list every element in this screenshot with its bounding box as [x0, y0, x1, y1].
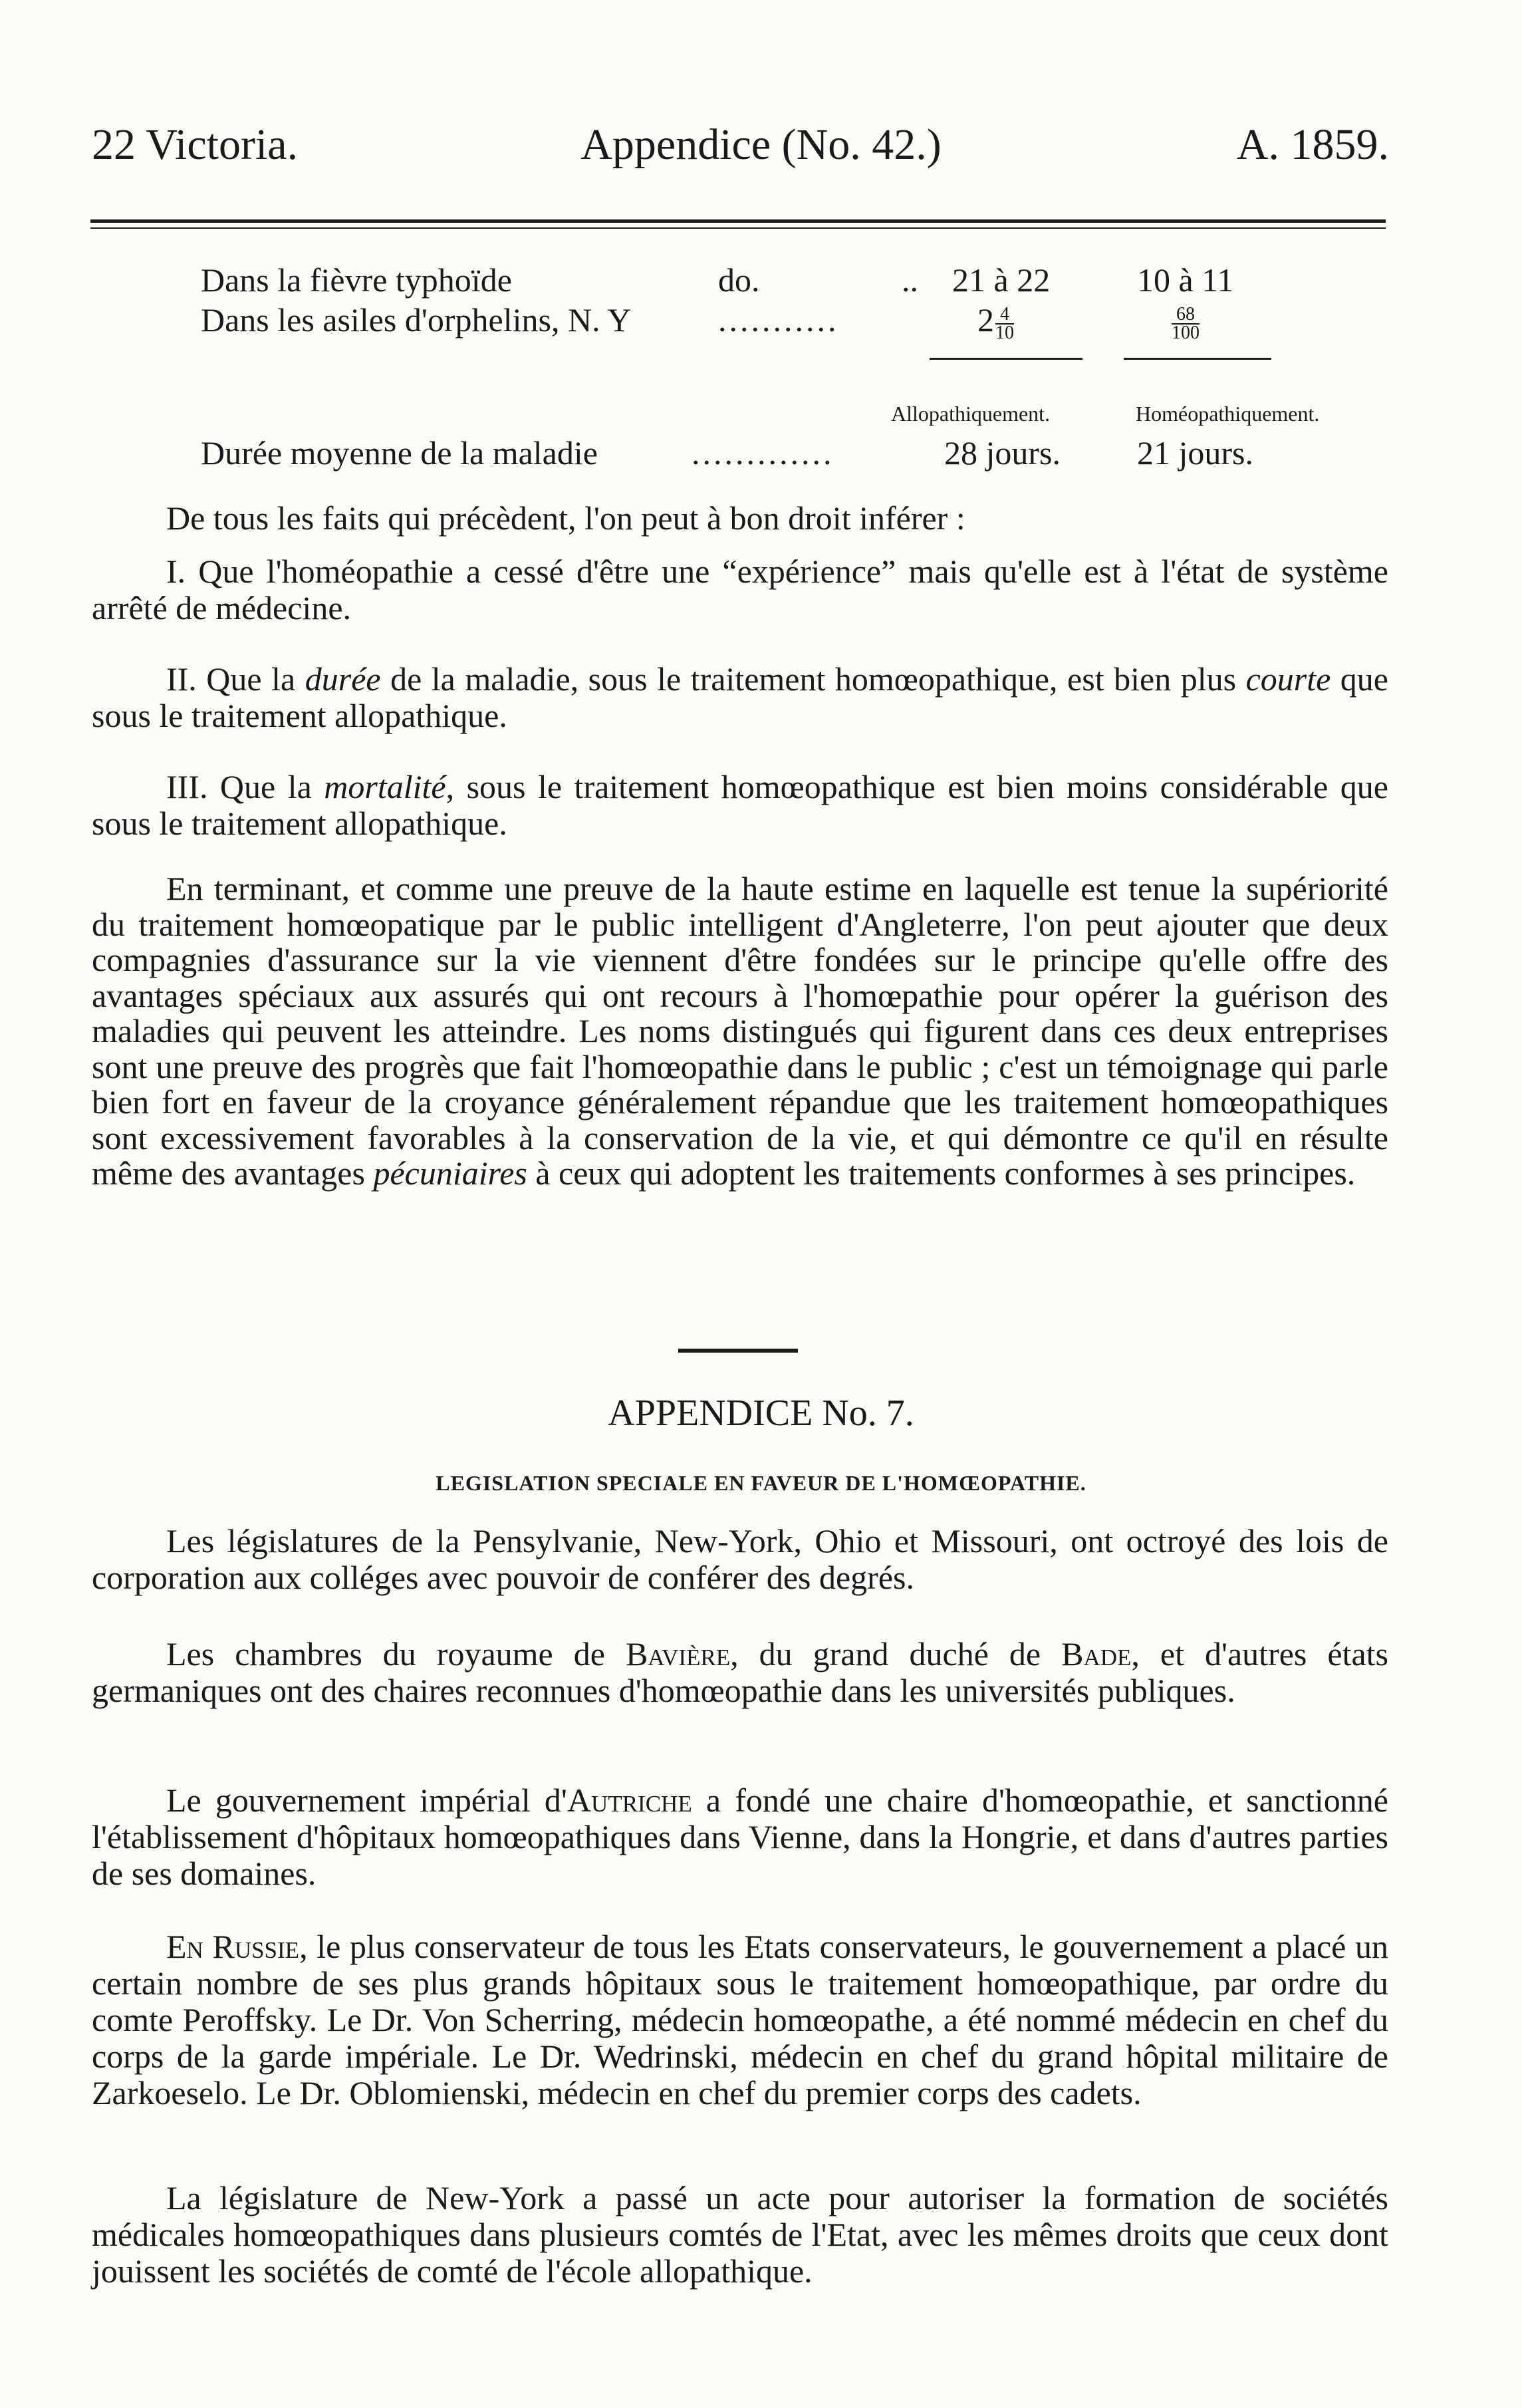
header-double-rule — [90, 219, 1386, 229]
homeo-fraction-numerator: 68 — [1172, 306, 1200, 325]
homeo-column-rule — [1124, 358, 1271, 360]
point-one — [92, 553, 1388, 626]
column-head-allopathic: Allopathiquement. — [891, 402, 1051, 426]
point-two — [92, 661, 1388, 734]
conclusion-paragraph — [92, 871, 1388, 1192]
header-year: A. 1859. — [1236, 120, 1389, 169]
stats-allo-value — [977, 299, 1014, 342]
stats-row-orphans — [0, 299, 1522, 346]
section-divider — [678, 1349, 798, 1353]
header-session: 22 Victoria. — [92, 120, 299, 169]
legislation-paragraph-germany — [92, 1636, 1388, 1709]
point-three-text: , sous le traitement homœopathique est bien moins considérable que sous le traitement allopathique. — [92, 768, 1388, 842]
stats-allo-value: 21 à 22 — [952, 261, 1051, 299]
allo-fraction — [995, 303, 1014, 343]
legislation-paragraph-russia — [92, 1929, 1388, 2111]
stats-homeo-value: 10 à 11 — [1137, 261, 1234, 299]
appendix-subtitle: LEGISLATION SPECIALE EN FAVEUR DE L'HOMŒOPATHIE. — [436, 1471, 1086, 1495]
place-baden: Bade — [1061, 1635, 1132, 1672]
legislation-paragraph-new-york — [92, 2180, 1388, 2290]
conclusion-emphasis-pecuniaires: pécuniaires — [373, 1154, 527, 1192]
stats-label: Dans les asiles d'orphelins, N. Y — [201, 301, 632, 338]
stats-row-typhoid — [0, 259, 1522, 301]
legislation-text: , le plus conservateur de tous les Etats conservateurs, le gouvernement a placé un certain nombre de ses plus grands hôpitaux sous le traitement homœopathique, par ordre du comte Peroffsky. Le Dr. Von Scherring, médecin homœopathe, a été nommé médecin en chef du corps de la garde impériale. Le Dr. Wedrinski, médecin en chef du grand hôpital militaire de Zarkoeselo. Le Dr. Oblomienski, médecin en chef du premier corps des cadets. — [92, 1928, 1388, 2111]
stats-dots: .. — [902, 261, 918, 299]
stats-row-duration — [0, 432, 1522, 473]
legislation-text: Le gouvernement impérial d' — [166, 1782, 567, 1819]
stats-label: Dans la fièvre typhoïde — [201, 261, 512, 299]
intro-paragraph — [92, 500, 1388, 537]
point-two-emphasis-courte: courte — [1245, 660, 1331, 698]
allo-fraction-numerator: 4 — [995, 306, 1014, 325]
place-russia: En Russie — [166, 1928, 300, 1965]
conclusion-text: à ceux qui adoptent les traitements conformes à ses principes. — [527, 1154, 1356, 1192]
place-austria: Autriche — [567, 1782, 692, 1819]
legislation-text: , et d'autres états germaniques ont des chaires reconnues d'homœopathie dans les universités publiques. — [92, 1635, 1389, 1709]
point-two-text: de la maladie, sous le traitement homœopathique, est bien plus — [380, 660, 1246, 698]
stats-dots: ............. — [692, 434, 834, 471]
legislation-text: , du grand duché de — [730, 1635, 1062, 1672]
legislation-text: Les législatures de la Pensylvanie, New-York, Ohio et Missouri, ont octroyé des lois de corporation aux colléges avec pouvoir de conférer des degrés. — [92, 1522, 1388, 1596]
point-two-text: que sous le traitement allopathique. — [92, 660, 1389, 734]
point-two-text: II. Que la — [166, 660, 305, 698]
legislation-paragraph-us-states — [92, 1523, 1388, 1596]
point-three-text: III. Que la — [166, 768, 324, 805]
stats-homeo-value — [1170, 299, 1200, 342]
stats-label: Durée moyenne de la maladie — [201, 434, 598, 471]
stats-ditto: do. — [718, 261, 760, 299]
stats-dots: ........... — [718, 301, 839, 338]
point-three — [92, 769, 1388, 842]
point-two-emphasis-duree: durée — [305, 660, 381, 698]
place-bavaria: Bavière — [625, 1635, 731, 1672]
legislation-paragraph-austria — [92, 1782, 1388, 1892]
intro-text: De tous les faits qui précèdent, l'on peut à bon droit inférer : — [166, 499, 965, 537]
allo-integer: 2 — [977, 301, 994, 338]
conclusion-text: En terminant, et comme une preuve de la haute estime en laquelle est tenue la supériorité du traitement homœopatique par le public intelligent d'Angleterre, l'on peut ajouter que deux compagnies d'assurance sur la vie viennent d'être fondées sur le principe qu'elle offre des avantages spéciaux aux assurés qui ont recours à l'homœpathie pour opérer la guérison des maladies qui peuvent les atteindre. Les noms distingués qui figurent dans ces deux entreprises sont une preuve des progrès que fait l'homœopathie dans le public ; c'est un témoignage qui parle bien fort en faveur de la croyance généralement répandue que les traitement homœopathiques sont excessivement favorables à la conservation de la vie, et qui démontre ce qu'il en résulte même des avantages — [92, 870, 1388, 1192]
column-head-homeopathic: Homéopathiquement. — [1136, 402, 1320, 426]
point-three-emphasis-mortalite: mortalité — [324, 768, 446, 805]
allo-column-rule — [930, 358, 1082, 360]
legislation-text: La législature de New-York a passé un acte pour autoriser la formation de sociétés médicales homœopathiques dans plusieurs comtés de l'Etat, avec les mêmes droits que ceux dont jouissent les sociétés de comté de l'école allopathique. — [92, 2179, 1388, 2290]
legislation-text: Les chambres du royaume de — [166, 1635, 626, 1672]
stats-homeo-value: 21 jours. — [1137, 434, 1253, 471]
legislation-text: a fondé une chaire d'homœopathie, et sanctionné l'établissement d'hôpitaux homœopathiques dans Vienne, dans la Hongrie, et dans d'autres parties de ses domaines. — [92, 1782, 1388, 1892]
homeo-fraction — [1172, 303, 1200, 343]
header-appendix: Appendice (No. 42.) — [580, 120, 942, 169]
stats-allo-value: 28 jours. — [944, 434, 1061, 471]
allo-fraction-denominator: 10 — [995, 322, 1014, 343]
point-one-text: I. Que l'homéopathie a cessé d'être une “expérience” mais qu'elle est à l'état de système arrêté de médecine. — [92, 553, 1388, 626]
appendix-title: APPENDICE No. 7. — [608, 1393, 914, 1434]
homeo-fraction-denominator: 100 — [1172, 322, 1200, 343]
